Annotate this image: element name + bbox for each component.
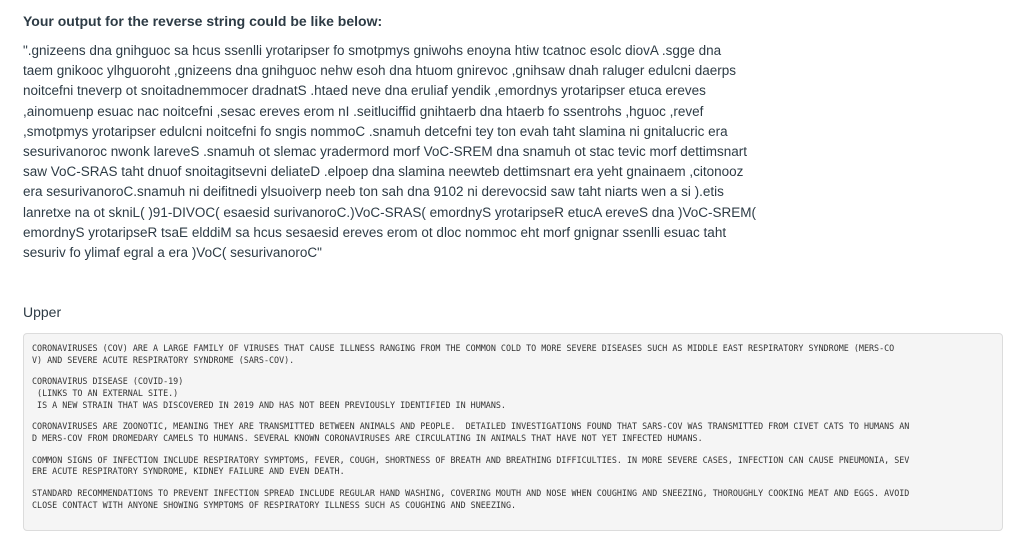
reversed-line: sesurivanoroc nwonk lareveS .snamuh ot slemac yradermord morf VoC-SREM dna snamuh ot stac tevic morf dettimsnart — [23, 144, 748, 160]
code-line: CORONAVIRUSES (COV) ARE A LARGE FAMILY OF VIRUSES THAT CAUSE ILLNESS RANGING FROM THE COMMON COLD TO MORE SEVERE DISEASES SUCH AS MIDDLE EAST RESPIRATORY SYNDROME (MERS-CO — [32, 343, 895, 353]
page-heading: Your output for the reverse string could be like below: — [23, 13, 383, 29]
reversed-line: ".gnizeens dna gnihguoc sa hcus ssenlli yrotaripser fo smotpmys gniwohs enoyna htiw tcatnoc esolc diovA .sgge dna — [23, 43, 722, 58]
reversed-line: ,smotpmys yrotaripser edulcni noitcefni fo sngis nommoC .snamuh detcefni tey ton evah taht slamina ni gnitalucric era — [23, 123, 728, 139]
code-line: CLOSE CONTACT WITH ANYONE SHOWING SYMPTOMS OF RESPIRATORY ILLNESS SUCH AS COUGHING AND SNEEZING. — [32, 499, 517, 510]
code-line: V) AND SEVERE ACUTE RESPIRATORY SYNDROME (SARS-COV). — [32, 354, 295, 365]
code-line: CORONAVIRUSES ARE ZOONOTIC, MEANING THEY ARE TRANSMITTED BETWEEN ANIMALS AND PEOPLE. DETAILED INVESTIGATIONS FOUND THAT SARS-COV WAS TRANSMITTED FROM CIVET CATS TO HUMANS AN — [32, 421, 910, 432]
reversed-line: saw VoC-SRAS taht dnuof snoitagitsevni deliateD .elpoep dna slamina neewteb dettimsnart era yeht gnainaem ,citonooz — [23, 164, 744, 180]
code-paragraph — [32, 343, 994, 366]
reversed-line: era sesurivanoroC.snamuh ni deifitnedi ylsuoiverp neeb ton sah dna 9102 ni derevocsid saw taht niarts wen a si ).etis — [23, 184, 724, 200]
reversed-line: lanretxe na ot skniL( )91-DIVOC( esaesid surivanoroC.)VoC-SRAS( emordnyS yrotaripseR etucA ereveS dna )VoC-SREM( — [23, 204, 757, 220]
upper-section-label: Upper — [23, 304, 62, 320]
code-line: ERE ACUTE RESPIRATORY SYNDROME, KIDNEY FAILURE AND EVEN DEATH. — [32, 466, 345, 477]
code-paragraph — [32, 376, 994, 411]
reversed-line: noitcefni tneverp ot snoitadnemmocer dradnatS .htaed neve dna eruliaf yendik ,emordnys yrotaripser etuca ereves — [23, 83, 706, 99]
code-line: IS A NEW STRAIN THAT WAS DISCOVERED IN 2019 AND HAS NOT BEEN PREVIOUSLY IDENTIFIED IN HUMANS. — [32, 399, 506, 410]
code-line: STANDARD RECOMMENDATIONS TO PREVENT INFECTION SPREAD INCLUDE REGULAR HAND WASHING, COVERING MOUTH AND NOSE WHEN COUGHING AND SNEEZING, THOROUGHLY COOKING MEAT AND EGGS. AVOID — [32, 488, 910, 499]
code-paragraph — [32, 488, 994, 511]
code-line: CORONAVIRUS DISEASE (COVID-19) — [32, 376, 184, 387]
upper-output-code-block[interactable] — [23, 333, 1003, 531]
reversed-line: taem gnikooc ylhguoroht ,gnizeens dna gnihguoc nehw esoh dna htuom gnirevoc ,gnihsaw dnah raluger edulcni daerps — [23, 63, 736, 79]
reversed-line: emordnyS yrotaripseR tsaE elddiM sa hcus sesaesid ereves erom ot dloc nommoc eht morf gnignar ssenlli esuac taht — [23, 224, 727, 240]
code-line: COMMON SIGNS OF INFECTION INCLUDE RESPIRATORY SYMPTOMS, FEVER, COUGH, SHORTNESS OF BREATH AND BREATHING DIFFICULTIES. IN MORE SEVERE CASES, INFECTION CAN CAUSE PNEUMONIA, SEV — [32, 454, 910, 465]
code-paragraph — [32, 455, 994, 478]
reversed-line: sesuriv fo ylimaf egral a era )VoC( sesurivanoroC" — [23, 245, 322, 261]
reversed-string-output — [23, 41, 757, 263]
code-line: D MERS-COV FROM DROMEDARY CAMELS TO HUMANS. SEVERAL KNOWN CORONAVIRUSES ARE CIRCULATING IN ANIMALS THAT HAVE NOT YET INFECTED HUMANS. — [32, 432, 703, 443]
reversed-line: ,ainomuenp esuac nac noitcefni ,sesac ereves erom nI .seitluciffid gnihtaerb dna htaerb fo ssentrohs ,hguoc ,revef — [23, 103, 704, 119]
code-paragraph — [32, 421, 994, 444]
code-line: (LINKS TO AN EXTERNAL SITE.) — [32, 387, 179, 398]
